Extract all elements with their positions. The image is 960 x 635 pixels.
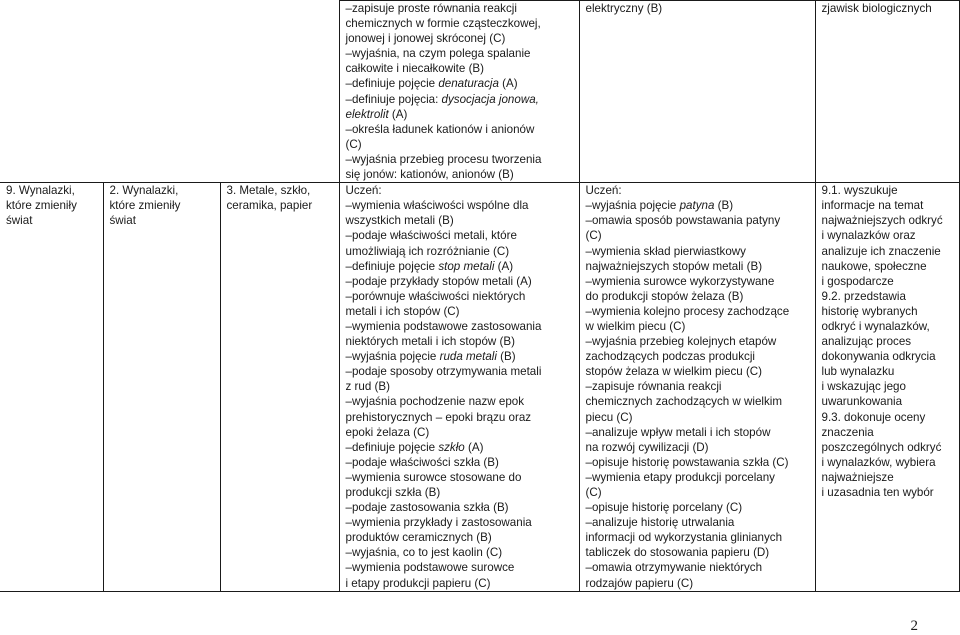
text-line: i wynalazków, wybiera (821, 455, 936, 469)
text-line: –wyjaśnia, co to jest kaolin (C) (345, 546, 503, 560)
text-line: –wymienia podstawowe zastosowania (345, 319, 542, 333)
text-line: elektrolit (A) (345, 107, 408, 121)
text-line: zjawisk biologicznych (821, 2, 932, 15)
text-line: naukowe, społeczne (821, 259, 927, 273)
text-line: –podaje sposoby otrzymywania metali (345, 365, 542, 379)
text-line: –wyjaśnia, na czym polega spalanie (345, 47, 531, 61)
text-line: (C) (585, 229, 602, 243)
text-line: umożliwiają ich rozróżnianie (C) (345, 244, 510, 258)
text-line: analizując proces (821, 335, 912, 349)
text-line: –opisuje historię porcelany (C) (585, 501, 743, 515)
text-line: i wskazując jego (821, 380, 906, 394)
text-line: znaczenia (821, 425, 874, 439)
text-line: i uzasadnia ten wybór (821, 486, 934, 499)
text-line: niektórych metali i ich stopów (B) (345, 335, 515, 349)
text-line: uwarunkowania (821, 395, 903, 409)
cell-lesson-empty (220, 1, 339, 183)
text-line: –wymienia przykłady i zastosowania (345, 516, 532, 530)
text-line: w wielkim piecu (C) (585, 319, 686, 333)
text-line: całkowite i niecałkowite (B) (345, 62, 485, 76)
text-line: 9.1. wyszukuje (821, 184, 898, 198)
text-line: 2. Wynalazki, (109, 184, 179, 198)
text-line: poszczególnych odkryć (821, 440, 942, 454)
text-line: ceramika, papier (226, 199, 313, 213)
text-line: informacje na temat (821, 199, 924, 213)
text-line: –określa ładunek kationów i anionów (345, 122, 535, 136)
text-line: –definiuje pojęcie stop metali (A) (345, 259, 514, 273)
text-line: –zapisuje proste równania reakcji (345, 2, 517, 15)
text-line: świat (109, 214, 136, 228)
text-line: –podaje zastosowania szkła (B) (345, 501, 509, 515)
text-line: –definiuje pojęcie denaturacja (A) (345, 77, 518, 91)
text-line: chemicznych w formie cząsteczkowej, (345, 17, 541, 31)
text-line: –analizuje historię utrwalania (585, 516, 735, 530)
text-line: tabliczek do stosowania papieru (D) (585, 546, 770, 560)
text-line: i gospodarcze (821, 274, 894, 288)
text-line: –wymienia surowce stosowane do (345, 470, 522, 484)
text-line: –definiuje pojęcia: dysocjacja jonowa, (345, 92, 539, 106)
text-line: się jonów: kationów, anionów (B) (345, 168, 514, 182)
text-line: –wyjaśnia pochodzenie nazw epok (345, 395, 525, 409)
text-line: –omawia sposób powstawania patyny (585, 214, 781, 228)
text-line: prehistorycznych – epoki brązu oraz (345, 410, 532, 424)
text-line: –wymienia skład pierwiastkowy (585, 244, 746, 258)
cell-extended-requirements (579, 183, 815, 592)
text-line: do produkcji stopów żelaza (B) (585, 289, 744, 303)
text-line: odkryć i wynalazków, (821, 319, 930, 333)
text-line: na rozwój cywilizacji (D) (585, 440, 709, 454)
text-line: jonowej i jonowej skróconej (C) (345, 32, 506, 46)
text-line: –wymienia właściwości wspólne dla (345, 199, 529, 213)
text-line: 9.3. dokonuje oceny (821, 410, 926, 424)
text-line: –podaje właściwości szkła (B) (345, 455, 499, 469)
text-line: metali i ich stopów (C) (345, 304, 460, 318)
text-line: epoki żelaza (C) (345, 425, 430, 439)
text-line: najważniejszych stopów metali (B) (585, 259, 763, 273)
text-line: chemicznych zachodzących w wielkim (585, 395, 783, 409)
cell-topic-empty (0, 1, 103, 183)
text-line: 3. Metale, szkło, (226, 184, 311, 198)
cell-core-curriculum (815, 183, 959, 592)
text-line: i wynalazków oraz (821, 229, 916, 243)
text-line: historię wybranych (821, 304, 918, 318)
text-line: –definiuje pojęcie szkło (A) (345, 440, 484, 454)
cell-extended-requirements-continued (579, 1, 815, 183)
text-line: –wymienia kolejno procesy zachodzące (585, 304, 790, 318)
text-line: stopów żelaza w wielkim piecu (C) (585, 365, 763, 379)
cell-topic (0, 183, 103, 592)
text-line: wszystkich metali (B) (345, 214, 454, 228)
text-line: analizuje ich znaczenie (821, 244, 941, 258)
cell-basic-requirements-continued (339, 1, 579, 183)
text-line: świat (6, 214, 33, 228)
text-line: Uczeń: (345, 184, 382, 198)
table-row-continuation (0, 1, 959, 183)
text-line: z rud (B) (345, 380, 390, 394)
text-line: Uczeń: (585, 184, 622, 198)
text-line: –wyjaśnia pojęcie ruda metali (B) (345, 350, 516, 364)
text-line: produkcji szkła (B) (345, 486, 441, 499)
text-line: 9.2. przedstawia (821, 289, 906, 303)
cell-basic-requirements (339, 183, 579, 592)
text-line: rodzajów papieru (C) (585, 576, 694, 590)
text-line: –podaje przykłady stopów metali (A) (345, 274, 532, 288)
text-line: –podaje właściwości metali, które (345, 229, 517, 243)
text-line: elektryczny (B) (585, 2, 663, 15)
text-line: –wymienia surowce wykorzystywane (585, 274, 775, 288)
text-line: –wymienia podstawowe surowce (345, 561, 515, 575)
cell-unit (103, 183, 220, 592)
text-line: –omawia otrzymywanie niektórych (585, 561, 763, 575)
text-line: produktów ceramicznych (B) (345, 531, 492, 545)
text-line: –zapisuje równania reakcji (585, 380, 722, 394)
text-line: które zmieniły (109, 199, 181, 213)
text-line: zachodzących podczas produkcji (585, 350, 755, 364)
text-line: (C) (585, 486, 602, 499)
text-line: –wyjaśnia przebieg kolejnych etapów (585, 335, 777, 349)
text-line: –wyjaśnia przebieg procesu tworzenia (345, 152, 542, 166)
cell-unit-empty (103, 1, 220, 183)
text-line: i etapy produkcji papieru (C) (345, 576, 491, 590)
text-line: 9. Wynalazki, (6, 184, 75, 198)
text-line: najważniejszych odkryć (821, 214, 943, 228)
text-line: (C) (345, 137, 362, 151)
text-line: które zmieniły (6, 199, 77, 213)
text-line: informacji od wykorzystania glinianych (585, 531, 783, 545)
text-line: najważniejsze (821, 470, 894, 484)
text-line: piecu (C) (585, 410, 633, 424)
text-line: –wyjaśnia pojęcie patyna (B) (585, 199, 734, 213)
cell-lesson-title (220, 183, 339, 592)
text-line: –analizuje wpływ metali i ich stopów (585, 425, 771, 439)
page-number: 2 (910, 618, 918, 634)
table-row-inventions (0, 183, 959, 592)
text-line: dokonywania odkrycia (821, 350, 936, 364)
text-line: –wymienia etapy produkcji porcelany (585, 470, 775, 484)
cell-core-curriculum-continued (815, 1, 959, 183)
text-line: lub wynalazku (821, 365, 895, 379)
text-line: –opisuje historię powstawania szkła (C) (585, 455, 789, 469)
text-line: –porównuje właściwości niektórych (345, 289, 526, 303)
